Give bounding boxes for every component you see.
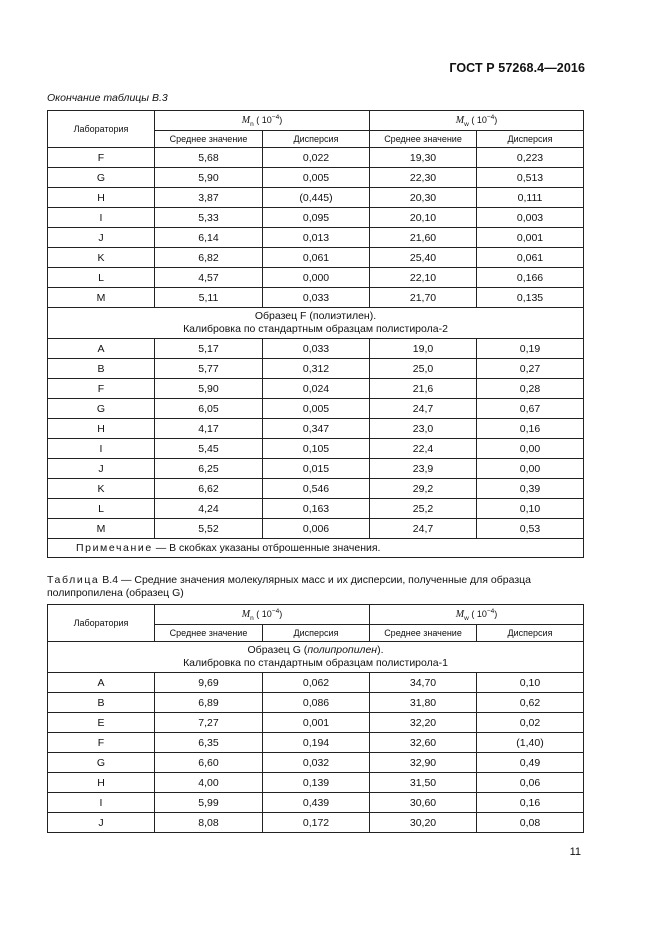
- cell-mn-mean: 6,62: [155, 479, 263, 499]
- cell-mw-dispersion: 0,00: [477, 439, 584, 459]
- cell-laboratory: M: [48, 519, 155, 539]
- group-calibration: Калибровка по стандартным образцам полистирола-1: [183, 657, 448, 669]
- cell-mn-mean: 9,69: [155, 673, 263, 693]
- cell-mn-mean: 5,99: [155, 793, 263, 813]
- cell-mw-dispersion: 0,06: [477, 773, 584, 793]
- note-label: Примечание: [76, 542, 153, 554]
- cell-mn-dispersion: 0,163: [263, 499, 370, 519]
- cell-mn-dispersion: 0,095: [263, 208, 370, 228]
- cell-mn-dispersion: 0,546: [263, 479, 370, 499]
- table-row: [48, 268, 584, 288]
- cell-laboratory: I: [48, 793, 155, 813]
- cell-mw-dispersion: 0,223: [477, 148, 584, 168]
- cell-mn-mean: 3,87: [155, 188, 263, 208]
- cell-mw-dispersion: 0,513: [477, 168, 584, 188]
- cell-laboratory: E: [48, 713, 155, 733]
- cell-mn-dispersion: 0,172: [263, 813, 370, 833]
- cell-laboratory: K: [48, 479, 155, 499]
- cell-mn-mean: 6,60: [155, 753, 263, 773]
- cell-laboratory: H: [48, 419, 155, 439]
- cell-mw-dispersion: (1,40): [477, 733, 584, 753]
- cell-mw-mean: 25,2: [370, 499, 477, 519]
- cell-mw-mean: 25,0: [370, 359, 477, 379]
- note-text: — В скобках указаны отброшенные значения.: [152, 542, 381, 554]
- table-note: [48, 539, 584, 558]
- cell-mn-mean: 6,89: [155, 693, 263, 713]
- cell-mn-mean: 5,33: [155, 208, 263, 228]
- table-row: [48, 813, 584, 833]
- table-b3-caption: Окончание таблицы В.3: [47, 92, 168, 104]
- cell-mw-dispersion: 0,061: [477, 248, 584, 268]
- cell-mw-mean: 24,7: [370, 399, 477, 419]
- cell-mw-mean: 30,20: [370, 813, 477, 833]
- cell-mn-mean: 6,14: [155, 228, 263, 248]
- cell-mw-mean: 32,20: [370, 713, 477, 733]
- cell-mn-mean: 5,52: [155, 519, 263, 539]
- cell-mw-dispersion: 0,27: [477, 359, 584, 379]
- cell-laboratory: L: [48, 499, 155, 519]
- table-row: [48, 379, 584, 399]
- cell-mn-mean: 5,90: [155, 379, 263, 399]
- group-sample-f: [48, 308, 584, 339]
- cell-mw-dispersion: 0,53: [477, 519, 584, 539]
- cell-mw-mean: 22,10: [370, 268, 477, 288]
- cell-mw-dispersion: 0,001: [477, 228, 584, 248]
- cell-mw-dispersion: 0,166: [477, 268, 584, 288]
- group-sample-g: [48, 642, 584, 673]
- table-row: [48, 499, 584, 519]
- cell-mw-mean: 22,30: [370, 168, 477, 188]
- cell-laboratory: K: [48, 248, 155, 268]
- table-row: [48, 188, 584, 208]
- header-mn-dispersion: Дисперсия: [263, 131, 370, 148]
- table-b3-end: [47, 110, 584, 558]
- header-mn: $M_n$ ( $10^{-4}$): [155, 111, 370, 131]
- header-laboratory: Лаборатория: [48, 605, 155, 642]
- table-row: [48, 793, 584, 813]
- table-b4: [47, 604, 584, 833]
- table-row: [48, 519, 584, 539]
- cell-laboratory: A: [48, 673, 155, 693]
- table-row: [48, 439, 584, 459]
- table-row: [48, 693, 584, 713]
- cell-mn-mean: 4,24: [155, 499, 263, 519]
- cell-laboratory: M: [48, 288, 155, 308]
- cell-mw-mean: 31,80: [370, 693, 477, 713]
- cell-mn-dispersion: 0,062: [263, 673, 370, 693]
- cell-mw-mean: 24,7: [370, 519, 477, 539]
- cell-mw-dispersion: 0,19: [477, 339, 584, 359]
- cell-mw-mean: 29,2: [370, 479, 477, 499]
- table-row: [48, 359, 584, 379]
- cell-mn-dispersion: 0,005: [263, 168, 370, 188]
- cell-mn-dispersion: 0,194: [263, 733, 370, 753]
- table-row: [48, 148, 584, 168]
- cell-mn-mean: 5,90: [155, 168, 263, 188]
- cell-mn-dispersion: 0,006: [263, 519, 370, 539]
- cell-mw-dispersion: 0,67: [477, 399, 584, 419]
- cell-mw-mean: 23,0: [370, 419, 477, 439]
- cell-mn-mean: 4,57: [155, 268, 263, 288]
- cell-mw-mean: 31,50: [370, 773, 477, 793]
- cell-mn-dispersion: 0,000: [263, 268, 370, 288]
- table-row: [48, 208, 584, 228]
- page-number: 11: [569, 846, 581, 858]
- cell-laboratory: G: [48, 753, 155, 773]
- cell-laboratory: L: [48, 268, 155, 288]
- cell-mw-mean: 20,30: [370, 188, 477, 208]
- table-row: [48, 248, 584, 268]
- cell-mw-mean: 21,60: [370, 228, 477, 248]
- cell-laboratory: F: [48, 733, 155, 753]
- cell-laboratory: B: [48, 693, 155, 713]
- cell-mw-dispersion: 0,10: [477, 499, 584, 519]
- cell-mn-dispersion: 0,013: [263, 228, 370, 248]
- cell-mw-mean: 32,60: [370, 733, 477, 753]
- cell-mn-dispersion: 0,022: [263, 148, 370, 168]
- header-laboratory: Лаборатория: [48, 111, 155, 148]
- cell-laboratory: A: [48, 339, 155, 359]
- cell-laboratory: J: [48, 459, 155, 479]
- cell-mn-dispersion: 0,061: [263, 248, 370, 268]
- cell-mn-dispersion: 0,005: [263, 399, 370, 419]
- header-mw-dispersion: Дисперсия: [477, 625, 584, 642]
- cell-mw-dispersion: 0,28: [477, 379, 584, 399]
- table-b4-caption: [47, 574, 587, 600]
- cell-mw-dispersion: 0,111: [477, 188, 584, 208]
- table-row: [48, 459, 584, 479]
- table-b4-label: Таблица: [47, 574, 100, 586]
- cell-mw-mean: 32,90: [370, 753, 477, 773]
- cell-mn-mean: 6,35: [155, 733, 263, 753]
- header-mw: $M_w$ ( $10^{-4}$): [370, 111, 584, 131]
- cell-mw-mean: 22,4: [370, 439, 477, 459]
- cell-laboratory: J: [48, 228, 155, 248]
- cell-laboratory: H: [48, 188, 155, 208]
- header-mn-mean: Среднее значение: [155, 625, 263, 642]
- cell-laboratory: I: [48, 208, 155, 228]
- cell-mn-dispersion: 0,024: [263, 379, 370, 399]
- table-row: [48, 168, 584, 188]
- cell-mn-dispersion: (0,445): [263, 188, 370, 208]
- cell-mn-dispersion: 0,139: [263, 773, 370, 793]
- cell-mw-dispersion: 0,135: [477, 288, 584, 308]
- cell-mn-mean: 6,25: [155, 459, 263, 479]
- cell-mw-dispersion: 0,16: [477, 419, 584, 439]
- cell-mn-mean: 5,11: [155, 288, 263, 308]
- header-mn: $M_n$ ( $10^{-4}$): [155, 605, 370, 625]
- cell-laboratory: G: [48, 168, 155, 188]
- table-row: [48, 753, 584, 773]
- cell-mw-mean: 21,6: [370, 379, 477, 399]
- table-row: [48, 713, 584, 733]
- cell-mn-mean: 4,00: [155, 773, 263, 793]
- cell-mn-mean: 6,82: [155, 248, 263, 268]
- cell-mn-dispersion: 0,105: [263, 439, 370, 459]
- cell-laboratory: F: [48, 148, 155, 168]
- table-row: [48, 339, 584, 359]
- cell-laboratory: B: [48, 359, 155, 379]
- cell-mn-dispersion: 0,086: [263, 693, 370, 713]
- cell-mn-dispersion: 0,032: [263, 753, 370, 773]
- cell-mw-mean: 30,60: [370, 793, 477, 813]
- header-mw-mean: Среднее значение: [370, 131, 477, 148]
- cell-mw-dispersion: 0,003: [477, 208, 584, 228]
- table-row: [48, 773, 584, 793]
- table-row: [48, 399, 584, 419]
- cell-laboratory: J: [48, 813, 155, 833]
- cell-laboratory: G: [48, 399, 155, 419]
- cell-mw-mean: 20,10: [370, 208, 477, 228]
- table-b4-title: В.4 — Средние значения молекулярных масс и их дисперсии, полученные для образца полипропилена (образец G): [47, 574, 531, 599]
- cell-mn-dispersion: 0,001: [263, 713, 370, 733]
- header-mw-mean: Среднее значение: [370, 625, 477, 642]
- cell-mn-mean: 5,68: [155, 148, 263, 168]
- header-mw: $M_w$ ( $10^{-4}$): [370, 605, 584, 625]
- group-title: Образец F (полиэтилен).: [254, 310, 377, 322]
- cell-mw-dispersion: 0,16: [477, 793, 584, 813]
- table-row: [48, 228, 584, 248]
- cell-mn-mean: 4,17: [155, 419, 263, 439]
- cell-mn-dispersion: 0,439: [263, 793, 370, 813]
- cell-mn-mean: 5,45: [155, 439, 263, 459]
- table-row: [48, 288, 584, 308]
- cell-mn-mean: 5,17: [155, 339, 263, 359]
- cell-mn-mean: 5,77: [155, 359, 263, 379]
- cell-mw-dispersion: 0,00: [477, 459, 584, 479]
- cell-mw-mean: 19,30: [370, 148, 477, 168]
- cell-laboratory: I: [48, 439, 155, 459]
- cell-mn-mean: 6,05: [155, 399, 263, 419]
- cell-mw-dispersion: 0,39: [477, 479, 584, 499]
- cell-mw-mean: 25,40: [370, 248, 477, 268]
- cell-laboratory: F: [48, 379, 155, 399]
- cell-mn-mean: 7,27: [155, 713, 263, 733]
- cell-mw-mean: 34,70: [370, 673, 477, 693]
- cell-mw-dispersion: 0,62: [477, 693, 584, 713]
- cell-mw-mean: 19,0: [370, 339, 477, 359]
- cell-mw-dispersion: 0,08: [477, 813, 584, 833]
- cell-mn-mean: 8,08: [155, 813, 263, 833]
- cell-mw-dispersion: 0,10: [477, 673, 584, 693]
- cell-mw-dispersion: 0,49: [477, 753, 584, 773]
- table-row: [48, 419, 584, 439]
- header-mw-dispersion: Дисперсия: [477, 131, 584, 148]
- header-mn-dispersion: Дисперсия: [263, 625, 370, 642]
- cell-mn-dispersion: 0,347: [263, 419, 370, 439]
- group-calibration: Калибровка по стандартным образцам полистирола-2: [183, 323, 448, 335]
- group-title: Образец G (полипропилен).: [247, 644, 384, 656]
- table-row: [48, 479, 584, 499]
- cell-mw-mean: 23,9: [370, 459, 477, 479]
- cell-mn-dispersion: 0,033: [263, 339, 370, 359]
- cell-mn-dispersion: 0,015: [263, 459, 370, 479]
- table-row: [48, 673, 584, 693]
- header-mn-mean: Среднее значение: [155, 131, 263, 148]
- cell-mn-dispersion: 0,033: [263, 288, 370, 308]
- table-row: [48, 733, 584, 753]
- cell-mw-dispersion: 0,02: [477, 713, 584, 733]
- cell-mn-dispersion: 0,312: [263, 359, 370, 379]
- cell-mw-mean: 21,70: [370, 288, 477, 308]
- document-code: ГОСТ Р 57268.4—2016: [449, 61, 585, 75]
- cell-laboratory: H: [48, 773, 155, 793]
